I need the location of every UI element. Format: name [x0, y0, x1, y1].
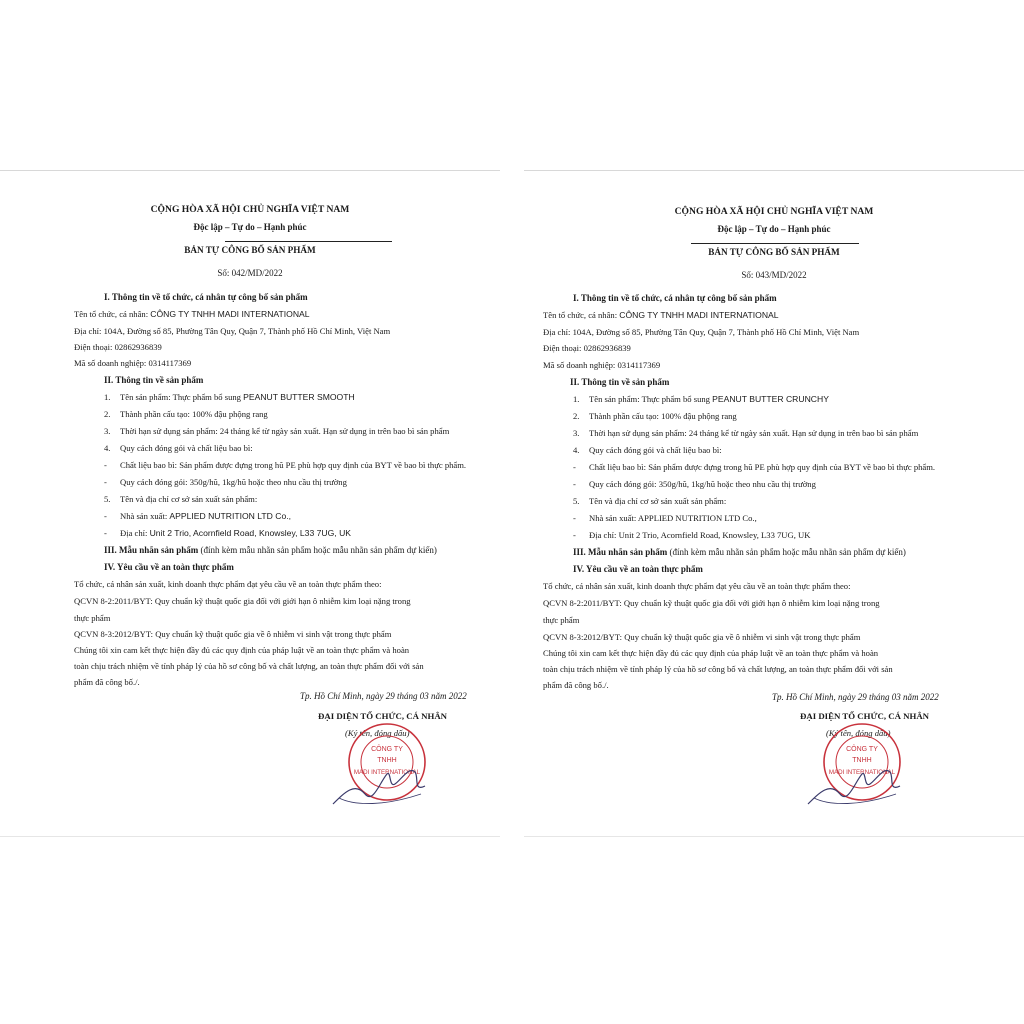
safety-text-line: QCVN 8-2:2011/BYT: Quy chuẩn kỹ thuật quốc gia đối với giới hạn ô nhiễm kim loại nặng trong [74, 596, 411, 606]
svg-text:TNHH: TNHH [852, 757, 872, 764]
org-tax-code: Mã số doanh nghiệp: 0314117369 [74, 358, 192, 368]
svg-text:MADI INTERNATIONAL: MADI INTERNATIONAL [828, 769, 896, 776]
product-item: 1. [104, 392, 111, 402]
section-3-heading: III. Mẫu nhãn sản phẩm (đính kèm mẫu nhãn sản phẩm hoặc mẫu nhãn sản phẩm dự kiến) [104, 545, 437, 555]
document-number: Số: 043/MD/2022 [741, 270, 807, 280]
page-bottom-border [0, 836, 500, 837]
product-item: 5. [573, 496, 580, 506]
product-item: 1. [573, 394, 580, 404]
safety-text-line: QCVN 8-3:2012/BYT: Quy chuẩn kỹ thuật quốc gia về ô nhiễm vi sinh vật trong thực phẩm [543, 632, 861, 642]
bullet-dash: - [573, 462, 576, 472]
section-4-heading: IV. Yêu cầu về an toàn thực phẩm [104, 562, 234, 572]
bullet-dash: - [573, 530, 576, 540]
section-1-heading: I. Thông tin về tổ chức, cá nhân tự công bố sản phẩm [573, 293, 777, 303]
product-name: Tên sản phẩm: Thực phẩm bổ sung PEANUT BUTTER CRUNCHY [589, 394, 829, 404]
safety-text-line: QCVN 8-3:2012/BYT: Quy chuẩn kỹ thuật quốc gia về ô nhiễm vi sinh vật trong thực phẩm [74, 629, 392, 639]
safety-text-line: Chúng tôi xin cam kết thực hiện đầy đủ các quy định của pháp luật về an toàn thực phẩm và hoàn [543, 648, 879, 658]
product-item: 5. [104, 494, 111, 504]
section-2-heading: II. Thông tin về sản phẩm [104, 375, 204, 385]
svg-text:CÔNG TY: CÔNG TY [371, 746, 403, 753]
svg-text:TNHH: TNHH [377, 757, 397, 764]
section-3-heading: III. Mẫu nhãn sản phẩm (đính kèm mẫu nhãn sản phẩm hoặc mẫu nhãn sản phẩm dự kiến) [573, 547, 906, 557]
org-address: Địa chỉ: 104A, Đường số 85, Phường Tân Quy, Quận 7, Thành phố Hồ Chí Minh, Việt Nam [543, 327, 860, 337]
place-date: Tp. Hồ Chí Minh, ngày 29 tháng 03 năm 2022 [772, 692, 939, 702]
packaging-spec: Quy cách đóng gói: 350g/hũ, 1kg/hũ hoặc theo nhu cầu thị trường [589, 479, 816, 489]
manufacturer-address: Địa chỉ: Unit 2 Trio, Acornfield Road, Knowsley, L33 7UG, UK [589, 530, 811, 540]
bullet-dash: - [104, 528, 107, 538]
motto-underline [691, 243, 859, 244]
product-packaging-heading: Quy cách đóng gói và chất liệu bao bì: [120, 443, 253, 453]
representative-title: ĐẠI DIỆN TỔ CHỨC, CÁ NHÂN [800, 711, 930, 721]
org-name-line: Tên tổ chức, cá nhân: CÔNG TY TNHH MADI INTERNATIONAL [543, 310, 779, 320]
stamp-seal-icon [325, 722, 450, 812]
product-item: 2. [573, 411, 580, 421]
declaration-document-042 [0, 170, 500, 830]
org-phone: Điện thoại: 02862936839 [543, 343, 631, 353]
company-stamp [800, 722, 925, 812]
country-heading: CỘNG HÒA XÃ HỘI CHỦ NGHĨA VIỆT NAM [674, 206, 874, 217]
representative-title: ĐẠI DIỆN TỔ CHỨC, CÁ NHÂN [318, 711, 448, 721]
safety-text-line: thực phẩm [74, 613, 111, 623]
section-4-heading: IV. Yêu cầu về an toàn thực phẩm [573, 564, 703, 574]
document-title: BẢN TỰ CÔNG BỐ SẢN PHẨM [184, 245, 316, 255]
safety-text-line: thực phẩm [543, 615, 580, 625]
org-phone: Điện thoại: 02862936839 [74, 342, 162, 352]
stamp-seal-icon [800, 722, 925, 812]
product-item: 4. [573, 445, 580, 455]
page-top-border [524, 170, 1024, 171]
page-top-border [0, 170, 500, 171]
document-number: Số: 042/MD/2022 [217, 268, 283, 278]
packaging-material: Chất liệu bao bì: Sản phẩm được đựng trong hũ PE phù hợp quy định của BYT về bao bì thực phẩm. [120, 460, 467, 470]
product-shelf-life: Thời hạn sử dụng sản phẩm: 24 tháng kể từ ngày sản xuất. Hạn sử dụng in trên bao bì sản phẩm [120, 426, 450, 436]
svg-text:MADI INTERNATIONAL: MADI INTERNATIONAL [353, 769, 421, 776]
product-item: 3. [573, 428, 580, 438]
declaration-document-043 [524, 170, 1024, 830]
org-address: Địa chỉ: 104A, Đường số 85, Phường Tân Quy, Quận 7, Thành phố Hồ Chí Minh, Việt Nam [74, 326, 391, 336]
sign-note: (Ký tên, đóng dấu) [345, 728, 410, 738]
motto: Độc lập – Tự do – Hạnh phúc [193, 222, 307, 232]
svg-text:CÔNG TY: CÔNG TY [846, 746, 878, 753]
section-2-heading: II. Thông tin về sản phẩm [570, 377, 670, 387]
safety-text-line: Chúng tôi xin cam kết thực hiện đầy đủ các quy định của pháp luật về an toàn thực phẩm và hoàn [74, 645, 410, 655]
safety-text-line: toàn chịu trách nhiệm về tính pháp lý của hồ sơ công bố và chất lượng, an toàn thực phẩm đối với sản [543, 664, 893, 674]
manufacturer-heading: Tên và địa chỉ cơ sở sản xuất sản phẩm: [589, 496, 727, 506]
bullet-dash: - [104, 460, 107, 470]
sign-note: (Ký tên, đóng dấu) [826, 728, 891, 738]
product-shelf-life: Thời hạn sử dụng sản phẩm: 24 tháng kể từ ngày sản xuất. Hạn sử dụng in trên bao bì sản phẩm [589, 428, 919, 438]
manufacturer-heading: Tên và địa chỉ cơ sở sản xuất sản phẩm: [120, 494, 258, 504]
manufacturer-name: Nhà sản xuất: APPLIED NUTRITION LTD Co., [120, 511, 292, 521]
bullet-dash: - [573, 513, 576, 523]
safety-text-line: phẩm đã công bố./. [543, 680, 609, 690]
country-heading: CỘNG HÒA XÃ HỘI CHỦ NGHĨA VIỆT NAM [150, 204, 350, 215]
packaging-spec: Quy cách đóng gói: 350g/hũ, 1kg/hũ hoặc theo nhu cầu thị trường [120, 477, 347, 487]
safety-text-line: toàn chịu trách nhiệm về tính pháp lý của hồ sơ công bố và chất lượng, an toàn thực phẩm đối với sản [74, 661, 424, 671]
org-name-line: Tên tổ chức, cá nhân: CÔNG TY TNHH MADI INTERNATIONAL [74, 309, 310, 319]
bullet-dash: - [573, 479, 576, 489]
bullet-dash: - [104, 511, 107, 521]
packaging-material: Chất liệu bao bì: Sản phẩm được đựng trong hũ PE phù hợp quy định của BYT về bao bì thực phẩm. [589, 462, 936, 472]
safety-text-line: Tổ chức, cá nhân sản xuất, kinh doanh thực phẩm đạt yêu cầu về an toàn thực phẩm theo: [74, 579, 382, 589]
product-item: 4. [104, 443, 111, 453]
place-date: Tp. Hồ Chí Minh, ngày 29 tháng 03 năm 2022 [300, 691, 467, 701]
org-tax-code: Mã số doanh nghiệp: 0314117369 [543, 360, 661, 370]
safety-text-line: QCVN 8-2:2011/BYT: Quy chuẩn kỹ thuật quốc gia đối với giới hạn ô nhiễm kim loại nặng trong [543, 598, 880, 608]
company-stamp [325, 722, 450, 812]
page-bottom-border [524, 836, 1024, 837]
manufacturer-name: Nhà sản xuất: APPLIED NUTRITION LTD Co., [589, 513, 757, 523]
safety-text-line: Tổ chức, cá nhân sản xuất, kinh doanh thực phẩm đạt yêu cầu về an toàn thực phẩm theo: [543, 581, 851, 591]
product-ingredients: Thành phần cấu tạo: 100% đậu phộng rang [589, 411, 737, 421]
product-item: 3. [104, 426, 111, 436]
motto-underline [225, 241, 392, 242]
manufacturer-address: Địa chỉ: Unit 2 Trio, Acornfield Road, Knowsley, L33 7UG, UK [120, 528, 352, 538]
bullet-dash: - [104, 477, 107, 487]
motto: Độc lập – Tự do – Hạnh phúc [717, 224, 831, 234]
section-1-heading: I. Thông tin về tổ chức, cá nhân tự công bố sản phẩm [104, 292, 308, 302]
product-item: 2. [104, 409, 111, 419]
document-title: BẢN TỰ CÔNG BỐ SẢN PHẨM [708, 247, 840, 257]
product-ingredients: Thành phần cấu tạo: 100% đậu phộng rang [120, 409, 268, 419]
safety-text-line: phẩm đã công bố./. [74, 677, 140, 687]
product-name: Tên sản phẩm: Thực phẩm bổ sung PEANUT BUTTER SMOOTH [120, 392, 355, 402]
product-packaging-heading: Quy cách đóng gói và chất liệu bao bì: [589, 445, 722, 455]
